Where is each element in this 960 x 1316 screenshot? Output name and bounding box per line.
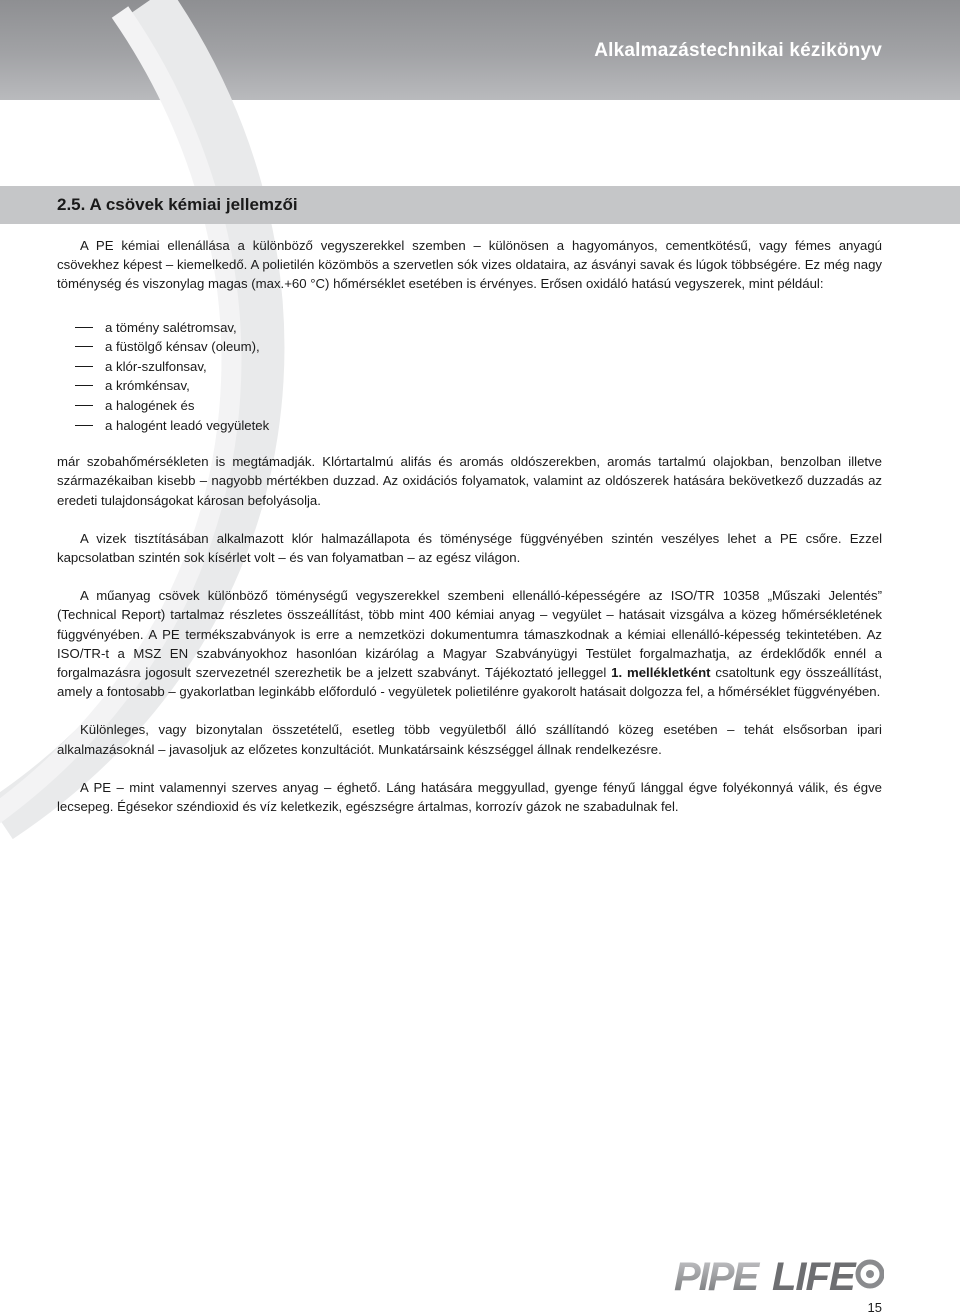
main-content — [57, 236, 882, 816]
svg-text:LIFE: LIFE — [772, 1255, 855, 1298]
list-item-text: a klór-szulfonsav, — [105, 358, 207, 374]
paragraph-chlorine: A vizek tisztításában alkalmazott klór halmazállapota és töménysége függvényében szintén veszélyes lehet a PE csőre. Ezzel kapcsolatban szintén sok kísérlet volt – és van folyamatban – az egész világon. — [57, 530, 882, 565]
list-item — [57, 357, 882, 377]
iso-text-after: csatoltunk egy összeállítást, amely a fontosabb – gyakorlatban leginkább előforduló - vegyületek polietilénre gyakorolt hatásait dolgozza fel, a hőmérséklet függvényében. — [57, 665, 882, 700]
dash-marker — [75, 327, 93, 328]
dash-marker — [75, 366, 93, 367]
list-item-text: a krómkénsav, — [105, 378, 190, 394]
section-title: 2.5. A csövek kémiai jellemzői — [57, 195, 298, 214]
dash-marker — [75, 385, 93, 386]
oxidizer-list — [57, 318, 882, 436]
pipelife-logo — [674, 1250, 884, 1298]
paragraph-consultation: Különleges, vagy bizonytalan összetételű, esetleg több vegyületből álló szállítandó közeg esetében – tehát elsősorban ipari alkalmazásoknál – javasoljuk az előzetes konzultációt. Munkatársaink készséggel állnak rendelkezésre. — [57, 722, 882, 757]
header-title: Alkalmazástechnikai kézikönyv — [594, 40, 882, 61]
dash-marker — [75, 346, 93, 347]
list-item — [57, 376, 882, 396]
paragraph-intro: A PE kémiai ellenállása a különböző vegyszerekkel szemben – különösen a hagyományos, cementkötésű, vagy fémes anyagú csövekhez képest – kiemelkedő. A polietilén közömbös a szervetlen sók vizes oldataira, az ásványi savak és lúgok többségére. Ez még nagy töménység és viszonylag magas (max.+60 °C) hőmérséklet esetében is érvényes. Erősen oxidáló hatású vegyszerek, mint például: — [57, 238, 882, 292]
list-item — [57, 396, 882, 416]
list-item-text: a tömény salétromsav, — [105, 319, 237, 335]
svg-text:PIPE: PIPE — [674, 1255, 758, 1298]
paragraph-iso-standard — [57, 586, 882, 701]
list-item-text: a halogént leadó vegyületek — [105, 417, 270, 433]
page-number: 15 — [867, 1300, 882, 1315]
dash-marker — [75, 405, 93, 406]
list-item-text: a füstölgő kénsav (oleum), — [105, 339, 260, 355]
appendix-reference: 1. mellékletként — [611, 665, 711, 680]
paragraph-solvents: már szobahőmérsékleten is megtámadják. Klórtartalmú alifás és aromás oldószerekben, aromás tartalmú olajokban, benzolban illetve származékaiban kisebb – nagyobb mértékben duzzad. Az oxidációs folyamatok, valamint az oldószerek hatására bekövetkező duzzadás az eredeti tulajdonságokat károsan befolyásolja. — [57, 454, 882, 508]
list-item — [57, 416, 882, 436]
list-item — [57, 337, 882, 357]
paragraph-flammability: A PE – mint valamennyi szerves anyag – éghető. Láng hatására meggyullad, gyenge fényű lánggal égve folyékonnyá válik, és égve lecsepeg. Égésekor széndioxid és víz keletkezik, egészségre ártalmas, korrozív gázok ne szabadulnak fel. — [57, 779, 882, 815]
dash-marker — [75, 425, 93, 426]
iso-text-before: A műanyag csövek különböző töménységű vegyszerekkel szembeni ellenálló-képességére az ISO/TR 10358 „Műszaki Jelentés” (Technical Report) tartalmaz részletes összeállítást, több mint 400 kémiai anyag – vegyület – hatásait vizsgálva a közeg hőmérsékletének függvényében. A PE termékszabványok is erre a nemzetközi dokumentumra támaszkodnak a kémiai ellenálló-képesség tekintetében. Az ISO/TR-t a MSZ EN szabványokhoz hasonlóan kizárólag a Magyar Szabványügyi Testület forgalmazhatja, az érdeklődők ennél a forgalmazásra jogosult szervezetnél szerezhetik be a jelzett szabványt. Tájékoztató jelleggel — [57, 588, 882, 680]
list-item — [57, 318, 882, 338]
list-item-text: a halogének és — [105, 397, 195, 413]
